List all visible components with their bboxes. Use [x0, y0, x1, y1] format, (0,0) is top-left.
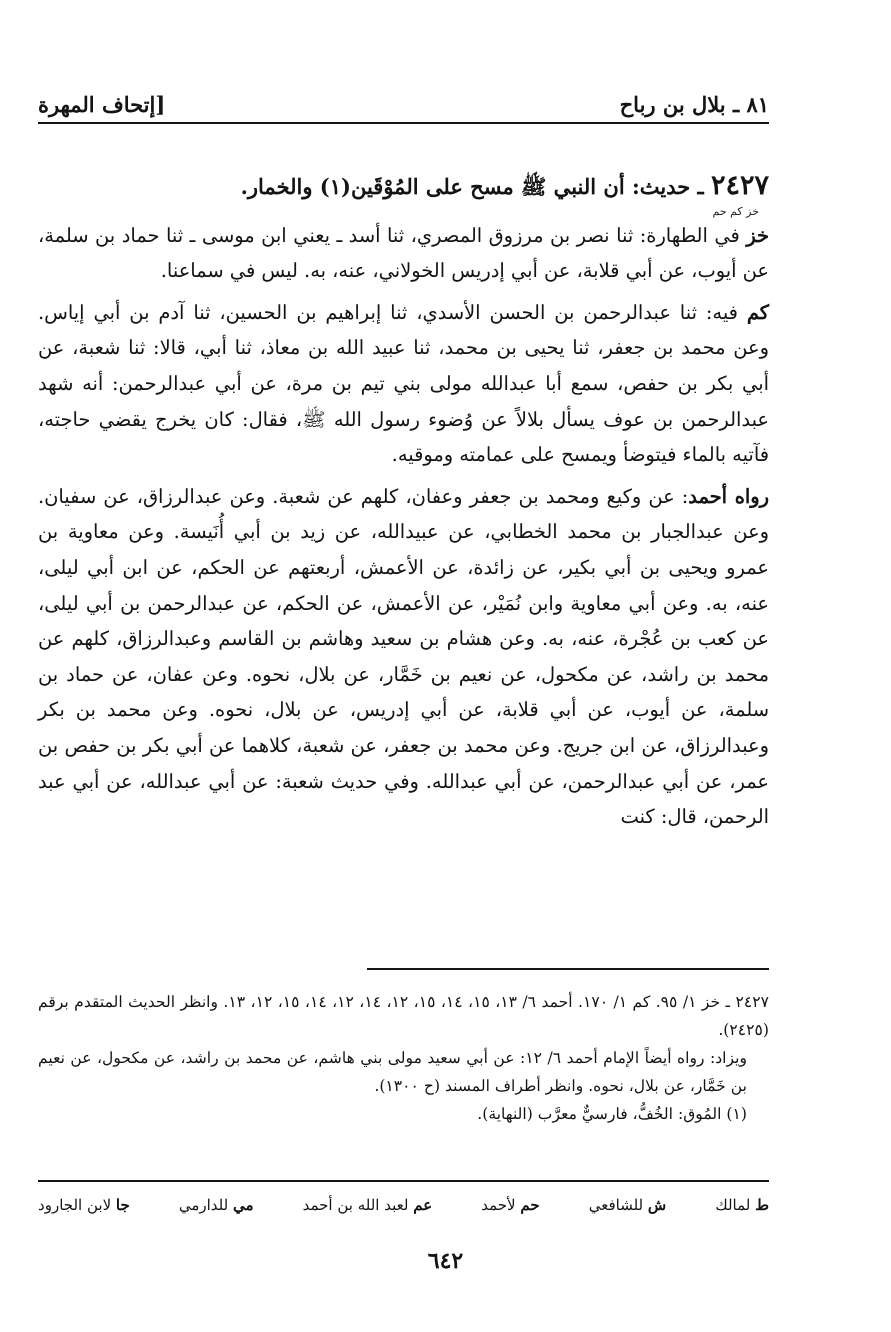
paragraph-text: في الطهارة: ثنا نصر بن مرزوق المصري، ثنا أسد ـ يعني ابن موسى ـ ثنا حماد بن سلمة، عن أيوب، عن أبي قلابة، عن أبي إدريس الخولاني، عنه، به. ليس في سماعنا. — [38, 223, 769, 283]
hadith-number: ٢٤٢٧ — [710, 170, 769, 201]
book-title-header: [إتحاف المهرة — [38, 92, 166, 117]
legend-item: ش للشافعي — [588, 1196, 667, 1214]
footnote-references: ٢٤٢٧ ـ خز ١/ ٩٥. كم ١/ ١٧٠. أحمد ٦/ ١٣، ١٥، ١٤، ١٥، ١٢، ١٤، ١٢، ١٤، ١٥، ١٢، ١٣. وانظر الحديث المتقدم برقم (٢٤٢٥). — [38, 993, 769, 1039]
source-abbr-khz: خز — [746, 223, 769, 247]
source-abbr-km: كم — [746, 300, 769, 324]
abbreviation-legend — [38, 1190, 769, 1220]
hadith-heading — [38, 168, 769, 206]
page-number: ٦٤٢ — [427, 1248, 464, 1274]
paragraph-hakim — [38, 295, 769, 473]
legend-item: مي للدارمي — [178, 1196, 254, 1214]
legend-item: عم لعبد الله بن أحمد — [302, 1196, 433, 1214]
footnote-additions: ويزاد: رواه أيضاً الإمام أحمد ٦/ ١٢: عن أبي سعيد مولى بني هاشم، عن محمد بن راشد، عن مكحول، عن نعيم بن خَمَّار، عن بلال، نحوه. وانظر أطراف المسند (ح ١٣٠٠). — [38, 1049, 747, 1095]
footnote-1: (١) المُوق: الخُفُّ، فارسيٌّ معرَّب (النهاية). — [477, 1105, 747, 1123]
chapter-header: ٨١ ـ بلال بن رباح — [619, 92, 769, 117]
paragraph-ahmad — [38, 479, 769, 835]
footnotes — [38, 988, 769, 1128]
hadith-body — [38, 168, 769, 835]
source-ahmad-label: رواه أحمد — [688, 484, 769, 508]
legend-item: ط لمالك — [715, 1196, 769, 1214]
paragraph-text: فيه: ثنا عبدالرحمن بن الحسن الأسدي، ثنا إبراهيم بن الحسين، ثنا آدم بن أبي إياس. وعن محمد بن جعفر، ثنا يحيى بن محمد، ثنا عبيد الله بن معاذ، ثنا أبي، قالا: ثنا شعبة، عن أبي بكر بن حفص، سمع أبا عبدالله مولى بني تيم بن مرة، عن أبي عبدالرحمن: أنه شهد عبدالرحمن بن عوف يسأل بلالاً عن وُضوء رسول الله ﷺ، فقال: كان يخرج يقضي حاجته، فآتيه بالماء فيتوضأ ويمسح على عمامته وموقيه. — [38, 300, 769, 467]
legend-item: حم لأحمد — [481, 1196, 540, 1214]
paragraph-text: : عن وكيع ومحمد بن جعفر وعفان، كلهم عن شعبة. وعن عبدالرزاق، عن سفيان. وعن عبدالجبار بن محمد الخطابي، عن عبيدالله، عن زيد بن أبي أُنَيسة. وعن معاوية بن عمرو ويحيى بن أبي بكير، عن زائدة، عن الأعمش، أربعتهم عن الحكم، عن ابن أبي ليلى، عنه، به. وعن أبي معاوية وابن نُمَيْر، عن الأعمش، عن الحكم، عن عبدالرحمن بن أبي ليلى، عن كعب بن عُجْرة، عنه، به. وعن هشام بن سعيد وهاشم بن القاسم وعبدالرزاق، كلهم عن محمد بن راشد، عن مكحول، عن نعيم بن خَمَّار، عن بلال، نحوه. وعن عفان، عن حماد بن سلمة، عن أيوب، عن أبي قلابة، عن أبي إدريس، عن بلال، نحوه. وعن محمد بن بكر وعبدالرزاق، عن ابن جريج. وعن محمد بن جعفر، عن شعبة، كلاهما عن أبي بكر بن حفص بن عمر، عن أبي عبدالرحمن، عن أبي عبدالله. وفي حديث شعبة: عن أبي عبدالله، عن أبي عبد الرحمن، قال: كنت — [38, 484, 769, 829]
legend-item: جا لابن الجارود — [38, 1196, 130, 1214]
footnote-divider — [367, 968, 769, 970]
paragraph-khuzayma — [38, 218, 769, 289]
hadith-title: ـ حديث: أن النبي ﷺ مسح على المُوْقَين(١) والخمار. — [240, 174, 711, 199]
header-divider — [38, 122, 769, 124]
legend-divider — [38, 1180, 769, 1182]
source-codes: خز كم حم — [712, 204, 759, 218]
